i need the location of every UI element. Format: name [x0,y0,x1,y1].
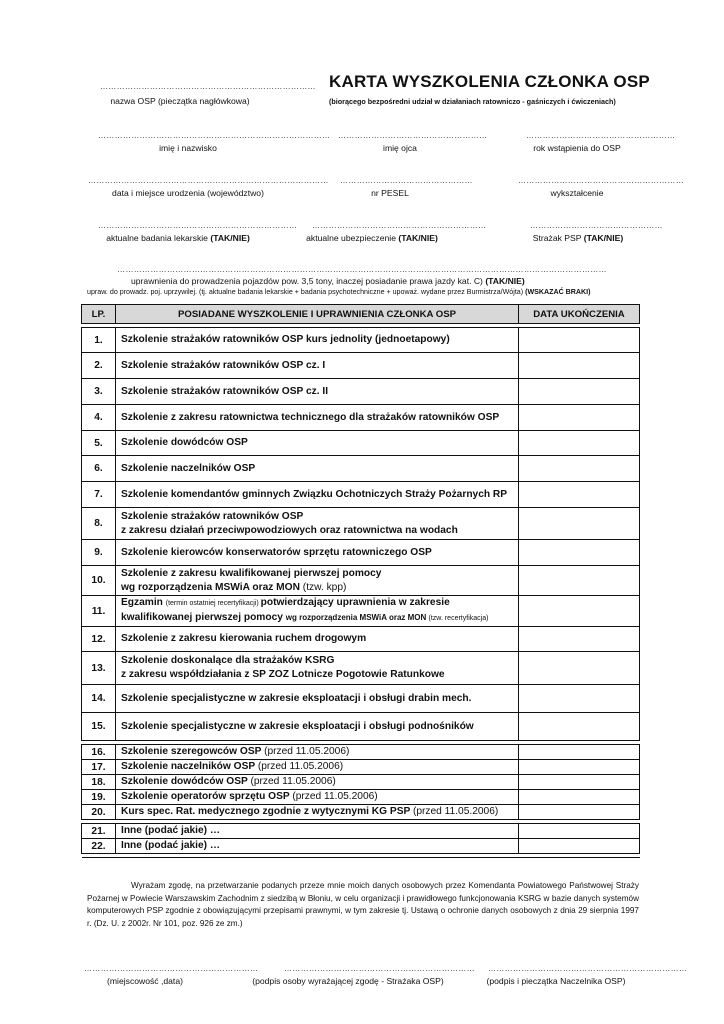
row-date-cell[interactable] [519,824,640,839]
row-training: Szkolenie kierowców konserwatorów sprzętu ratowniczego OSP [116,540,519,566]
table-row [82,839,640,854]
row-training: Szkolenie strażaków ratowników OSP z zakresu działań przeciwpowodziowych oraz ratownictwa na wodach [116,508,519,540]
table-row [82,456,640,482]
row-number: 13. [82,652,116,685]
table-row [82,627,640,652]
header-training: POSIADANE WYSZKOLENIE I UPRAWNIENIA CZŁONKA OSP [116,305,519,324]
member-signature-label: (podpis osoby wyrażającej zgodę - Strażaka OSP) [252,976,444,986]
row-date-cell[interactable] [519,328,640,353]
father-name-line[interactable]: ……………………………………………… [338,131,488,140]
row-date-cell[interactable] [519,431,640,456]
row-training[interactable]: Inne (podać jakie) … [116,839,519,854]
row-training: Szkolenie szeregowców OSP (przed 11.05.2006) [116,745,519,760]
row-training: Szkolenie naczelników OSP (przed 11.05.2006) [116,760,519,775]
row-date-cell[interactable] [519,627,640,652]
medical-line[interactable]: ……………………………………………………………… [98,221,298,230]
table-row [82,824,640,839]
row-number: 6. [82,456,116,482]
table-row [82,508,640,540]
row-number: 5. [82,431,116,456]
row-training: Egzamin (termin ostatniej recertyfikacji) potwierdzający uprawnienia w zakresie kwalifikowanej pierwszej pomocy wg rozporządzenia MSWiA oraz MON (tzw. recertyfikacja) [116,596,519,627]
psp-label: Strażak PSP (TAK/NIE) [532,233,624,243]
table-row [82,775,640,790]
row-number: 17. [82,760,116,775]
row-training: Szkolenie dowódców OSP (przed 11.05.2006) [116,775,519,790]
row-date-cell[interactable] [519,745,640,760]
consent-text: Wyrażam zgodę, na przetwarzanie podanych przeze mnie moich danych osobowych przez Komendanta Powiatowego Państwowej Straży Pożarnej w Powiecie Warszawskim Zachodnim z siedzibą w Błoniu, w celu organizacji i prawidłowego funkcjonowania KSRG w bazie danych systemów komputerowych PSP zgodnie z obowiązującymi przepisami prawnymi, w tym zakresie tj. Ustawą o ochronie danych osobowych z dnia 29 sierpnia 1997 r. (Dz. U. z 2002r. Nr 101, poz. 926 ze zm.) [87,881,639,928]
row-number: 14. [82,685,116,713]
row-date-cell[interactable] [519,805,640,820]
osp-name-line[interactable]: …………………………………………………………………… [100,82,316,91]
row-date-cell[interactable] [519,652,640,685]
table-row [82,540,640,566]
table-row [82,405,640,431]
education-line[interactable]: …………………………………………………… [518,176,684,185]
row-training: Szkolenie strażaków ratowników OSP kurs jednolity (jednoetapowy) [116,328,519,353]
insurance-line[interactable]: ……………………………………………………… [312,221,487,230]
row-date-cell[interactable] [519,482,640,508]
table-row [82,431,640,456]
row-date-cell[interactable] [519,596,640,627]
row-training: Szkolenie strażaków ratowników OSP cz. II [116,379,519,405]
row-date-cell[interactable] [519,379,640,405]
row-date-cell[interactable] [519,685,640,713]
join-year-label: rok wstąpienia do OSP [533,143,621,153]
row-number: 8. [82,508,116,540]
page-title: KARTA WYSZKOLENIA CZŁONKA OSP [329,72,650,91]
row-training: Szkolenie strażaków ratowników OSP cz. I [116,353,519,379]
row-training: Szkolenie z zakresu kwalifikowanej pierwszej pomocy wg rozporządzenia MSWiA oraz MON (tzw. kpp) [116,566,519,596]
table-row [82,805,640,820]
place-date-line[interactable]: ……………………………………………………… [84,964,259,973]
row-number: 11. [82,596,116,627]
row-number: 7. [82,482,116,508]
row-number: 22. [82,839,116,854]
chief-signature-line[interactable]: ……………………………………………………………… [488,964,688,973]
row-number: 12. [82,627,116,652]
row-number: 19. [82,790,116,805]
psp-line[interactable]: ………………………………………… [530,221,663,230]
table-row [82,328,640,353]
row-training: Szkolenie naczelników OSP [116,456,519,482]
row-date-cell[interactable] [519,405,640,431]
row-number: 10. [82,566,116,596]
row-date-cell[interactable] [519,790,640,805]
join-year-line[interactable]: ……………………………………………… [526,131,676,140]
training-table [81,304,640,858]
insurance-label: aktualne ubezpieczenie (TAK/NIE) [306,233,438,243]
row-training: Kurs spec. Rat. medycznego zgodnie z wytycznymi KG PSP (przed 11.05.2006) [116,805,519,820]
row-date-cell[interactable] [519,713,640,741]
table-row [82,353,640,379]
row-date-cell[interactable] [519,508,640,540]
row-date-cell[interactable] [519,566,640,596]
row-number: 1. [82,328,116,353]
header-date: DATA UKOŃCZENIA [519,305,640,324]
member-signature-line[interactable]: …………………………………………………………… [284,964,475,973]
row-number: 9. [82,540,116,566]
pesel-label: nr PESEL [371,188,409,198]
row-date-cell[interactable] [519,456,640,482]
row-training: Szkolenie operatorów sprzętu OSP (przed 11.05.2006) [116,790,519,805]
table-row [82,685,640,713]
row-training: Szkolenie specjalistyczne w zakresie eksploatacji i obsługi podnośników [116,713,519,741]
licence-note: upraw. do prowadz. poj. uprzywilej. (tj. aktualne badania lekarskie + badania psychotechniczne + upoważ. wydane przez Burmistrza/Wójta) (WSKAZAĆ BRAKI) [87,288,591,296]
row-number: 2. [82,353,116,379]
row-number: 18. [82,775,116,790]
birth-field-label: data i miejsce urodzenia (województwo) [112,188,264,198]
row-number: 3. [82,379,116,405]
licence-label: uprawnienia do prowadzenia pojazdów pow. 3,5 tony, inaczej posiadanie prawa jazdy kat. C) (TAK/NIE) [131,276,525,286]
row-training: Szkolenie doskonalące dla strażaków KSRG z zakresu współdziałania z SP ZOZ Lotnicze Pogotowie Ratunkowe [116,652,519,685]
table-row [82,652,640,685]
row-date-cell[interactable] [519,353,640,379]
table-row [82,566,640,596]
header-lp: LP. [82,305,116,324]
row-date-cell[interactable] [519,839,640,854]
row-number: 4. [82,405,116,431]
row-training: Szkolenie z zakresu kierowania ruchem drogowym [116,627,519,652]
table-row [82,713,640,741]
education-label: wykształcenie [550,188,604,198]
licence-line[interactable]: …………………………………………………………………………………………………………………………………………………………… [117,265,607,274]
table-row [82,379,640,405]
row-number: 20. [82,805,116,820]
name-field-line[interactable]: ………………………………………………………………………… [98,131,331,140]
table-row [82,482,640,508]
table-header-row [82,305,640,324]
table-row [82,760,640,775]
pesel-line[interactable]: ………………………………………… [340,176,473,185]
row-number: 21. [82,824,116,839]
row-date-cell[interactable] [519,775,640,790]
chief-signature-label: (podpis i pieczątka Naczelnika OSP) [486,976,626,986]
row-date-cell[interactable] [519,540,640,566]
row-training: Szkolenie dowódców OSP [116,431,519,456]
page-subtitle: (biorącego bezpośredni udział w działaniach ratowniczo - gaśniczych i ćwiczeniach) [329,97,616,106]
place-date-label: (miejscowość ,data) [107,976,183,986]
row-training: Szkolenie specjalistyczne w zakresie eksploatacji i obsługi drabin mech. [116,685,519,713]
medical-label: aktualne badania lekarskie (TAK/NIE) [106,233,250,243]
row-number: 15. [82,713,116,741]
table-row [82,745,640,760]
row-number: 16. [82,745,116,760]
row-date-cell[interactable] [519,760,640,775]
father-name-label: imię ojca [383,143,417,153]
birth-field-line[interactable]: …………………………………………………………………………… [88,176,329,185]
row-training: Szkolenie z zakresu ratownictwa technicznego dla strażaków ratowników OSP [116,405,519,431]
table-row [82,790,640,805]
row-training[interactable]: Inne (podać jakie) … [116,824,519,839]
row-training: Szkolenie komendantów gminnych Związku Ochotniczych Straży Pożarnych RP [116,482,519,508]
osp-name-label: nazwa OSP (pieczątka nagłówkowa) [110,96,250,106]
name-field-label: imię i nazwisko [159,143,217,153]
table-row [82,596,640,627]
